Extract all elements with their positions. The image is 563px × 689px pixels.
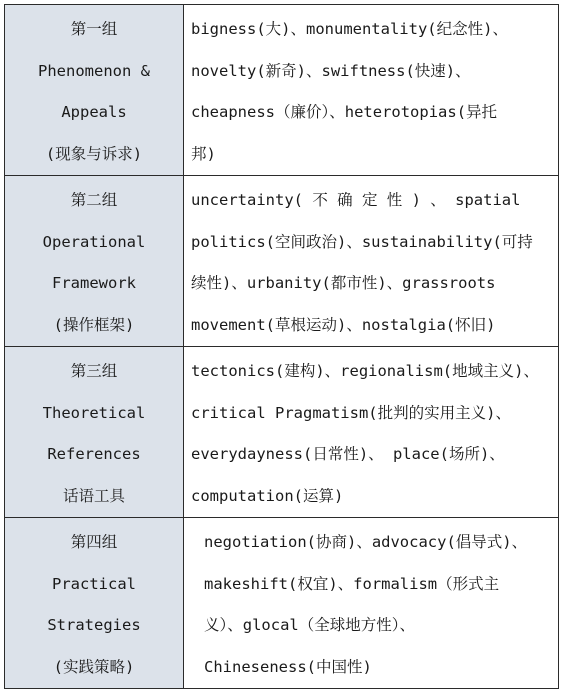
group-title-cn: (现象与诉求)	[45, 144, 143, 163]
terms-line-2: novelty(新奇)、swiftness(快速)、	[191, 61, 471, 80]
group-number: 第二组	[70, 191, 118, 209]
group-title-en-line-2: Strategies	[47, 616, 141, 634]
group-terms-cell	[184, 5, 559, 176]
group-title-en-line-1: Theoretical	[42, 403, 146, 422]
group-number: 第三组	[70, 362, 118, 380]
group-name-cell	[5, 176, 184, 347]
terms-line-3: everydayness(日常性)、 place(场所)、	[191, 445, 505, 463]
concept-table	[4, 4, 559, 689]
terms-line-2: politics(空间政治)、sustainability(可持	[191, 232, 533, 251]
group-title-en-line-1: Practical	[52, 574, 136, 593]
group-terms-cell	[184, 518, 559, 689]
table-row-group-1	[5, 5, 559, 176]
terms-line-1: uncertainty( 不 确 定 性 ) 、 spatial	[191, 191, 521, 209]
group-name-cell	[5, 347, 184, 518]
group-name-cell	[5, 518, 184, 689]
group-title-en-line-2: Framework	[52, 274, 136, 292]
group-terms-cell	[184, 176, 559, 347]
table-row-group-2	[5, 176, 559, 347]
terms-line-4: movement(草根运动)、nostalgia(怀旧)	[191, 315, 496, 334]
group-number: 第四组	[70, 533, 118, 551]
terms-line-1: bigness(大)、monumentality(纪念性)、	[191, 20, 508, 38]
group-title-cn: (操作框架)	[53, 315, 135, 334]
terms-line-1: tectonics(建构)、regionalism(地域主义)、	[191, 362, 539, 380]
table-row-group-3	[5, 347, 559, 518]
terms-line-3: 义）、glocal（全球地方性）、	[204, 616, 415, 634]
terms-line-4: 邦)	[191, 144, 216, 163]
terms-line-3: cheapness（廉价）、heterotopias(异托	[191, 103, 498, 121]
terms-line-1: negotiation(协商)、advocacy(倡导式)、	[204, 533, 528, 551]
group-title-en-line-1: Phenomenon &	[38, 61, 150, 80]
terms-line-4: Chineseness(中国性)	[204, 657, 372, 676]
terms-line-2: critical Pragmatism(批判的实用主义)、	[191, 403, 511, 422]
group-title-en-line-2: Appeals	[61, 103, 127, 121]
terms-line-4: computation(运算)	[191, 486, 344, 505]
group-name-cell	[5, 5, 184, 176]
group-title-en-line-1: Operational	[42, 232, 146, 251]
group-title-cn: (实践策略)	[53, 657, 135, 676]
terms-line-2: makeshift(权宜)、formalism（形式主	[204, 574, 500, 593]
terms-line-3: 续性)、urbanity(都市性)、grassroots	[191, 274, 496, 292]
group-terms-cell	[184, 347, 559, 518]
group-title-en-line-2: References	[47, 445, 141, 463]
group-title-cn: 话语工具	[62, 486, 125, 505]
group-number: 第一组	[70, 20, 118, 38]
table-row-group-4	[5, 518, 559, 689]
